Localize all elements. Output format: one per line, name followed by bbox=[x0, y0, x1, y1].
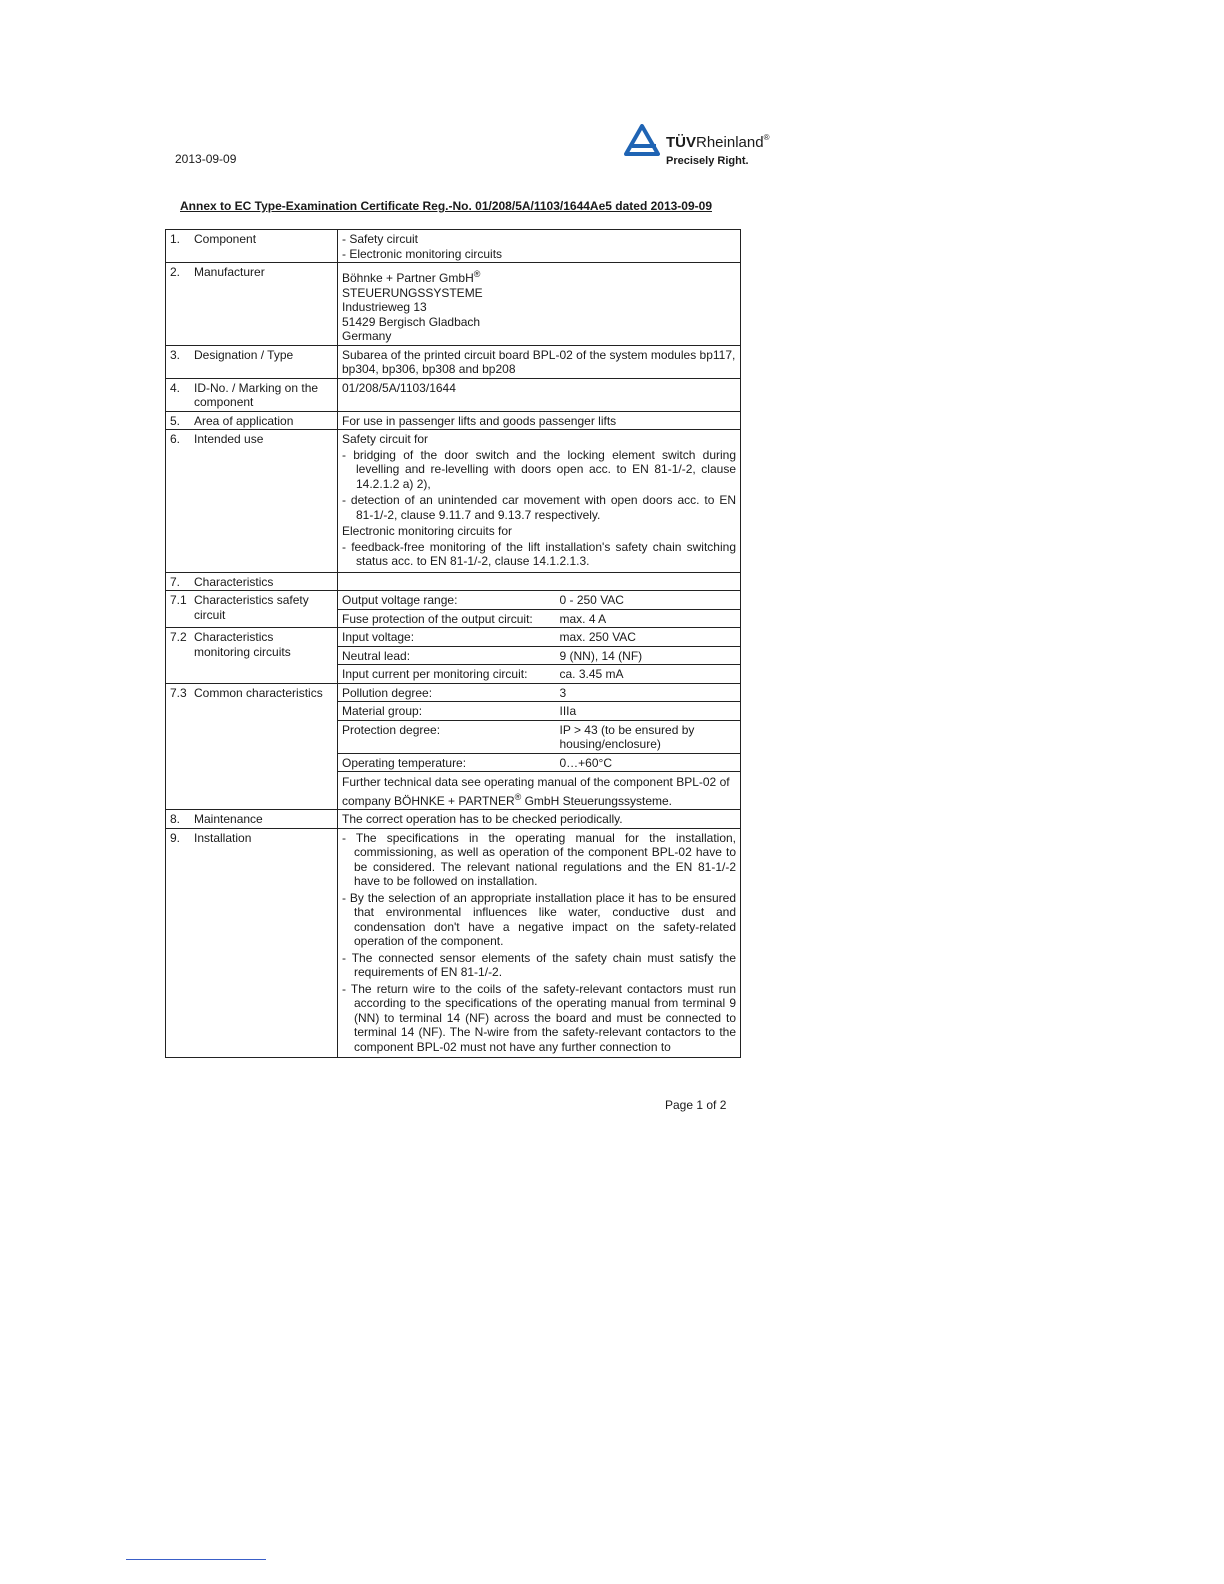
value-line: - Electronic monitoring circuits bbox=[342, 246, 503, 261]
value-line: STEUERUNGSSYSTEME bbox=[342, 285, 483, 300]
row-label bbox=[166, 345, 338, 378]
list-item: - By the selection of an appropriate installation place it has to be ensured that environmental influences like water, conductive dust and condensation don't have a negative impact on the safety-related operation of the component. bbox=[342, 890, 736, 948]
note-text-end: GmbH Steuerungssysteme. bbox=[521, 793, 672, 808]
list-item: - The specifications in the operating manual for the installation, commissioning, as well as operation of the component BPL-02 have to be considered. The relevant national regulations and the EN 81-1/-2 have to be followed on installation. bbox=[342, 830, 736, 888]
row-id-no bbox=[166, 378, 741, 411]
row-label-text: Characteristics bbox=[194, 574, 274, 589]
registered-mark: ® bbox=[473, 269, 481, 279]
spec-key: Input voltage: bbox=[338, 628, 556, 647]
value-line: Germany bbox=[342, 329, 392, 343]
row-number: 6. bbox=[170, 432, 181, 446]
logo-brand bbox=[666, 134, 769, 151]
spec-key: Material group: bbox=[338, 702, 556, 721]
list-item: - detection of an unintended car movement with open doors acc. to EN 81-1/-2, clause 9.11.7 and 9.13.7 respectively. bbox=[342, 493, 736, 522]
row-label-text: Intended use bbox=[194, 432, 264, 446]
row-label bbox=[166, 378, 338, 411]
row-label-text: Common characteristics bbox=[194, 685, 323, 700]
row-number: 7.2 bbox=[170, 630, 187, 644]
row-number: 7.3 bbox=[170, 685, 187, 700]
row-value: 01/208/5A/1103/1644 bbox=[338, 378, 741, 411]
row-label-text: ID-No. / Marking on the component bbox=[194, 380, 319, 409]
row-value: Subarea of the printed circuit board BPL-02 of the system modules bp117, bp304, bp306, bp308 and bp208 bbox=[338, 345, 741, 378]
row-number: 2. bbox=[170, 265, 181, 279]
row-component bbox=[166, 230, 741, 263]
row-number: 1. bbox=[170, 232, 181, 246]
row-installation bbox=[166, 828, 741, 1058]
row-value bbox=[338, 263, 741, 346]
row-value: For use in passenger lifts and goods passenger lifts bbox=[338, 411, 741, 430]
spec-value: 3 bbox=[556, 683, 741, 702]
row-label-text: Characteristics safety circuit bbox=[194, 593, 309, 622]
row-char-monitor bbox=[166, 628, 741, 647]
row-char-common bbox=[166, 683, 741, 702]
tuv-triangle-icon bbox=[624, 124, 660, 158]
logo-registered-mark: ® bbox=[763, 133, 770, 142]
logo-brand-bold: TÜV bbox=[666, 134, 696, 151]
value-line: Industrieweg 13 bbox=[342, 300, 427, 314]
spec-value: 0 - 250 VAC bbox=[556, 591, 741, 610]
list-item: - The return wire to the coils of the safety-relevant contactors must run according to the specifications of the operating manual from terminal 9 (NN) to terminal 14 (NF) across the board and must be connected to terminal 14 (NF). The N-wire from the safety-relevant contactors to the component BPL-02 must not have any further connection to bbox=[342, 981, 736, 1054]
list-item: - feedback-free monitoring of the lift installation's safety chain switching status acc. to EN 81-1/-2, clause 14.1.2.1.3. bbox=[342, 539, 736, 568]
row-label-text: Maintenance bbox=[194, 812, 263, 826]
page-number: Page 1 of 2 bbox=[665, 1098, 727, 1112]
note-text: Further technical data see operating manual of the component BPL-02 of company BÖHNKE + PARTNER bbox=[342, 775, 730, 808]
row-value bbox=[338, 430, 741, 573]
row-label bbox=[166, 810, 338, 829]
row-char-safety bbox=[166, 591, 741, 610]
list-item: - bridging of the door switch and the locking element switch during levelling and re-levelling with doors open acc. to EN 81-1/-2, clause 14.2.1.2 a) 2), bbox=[342, 447, 736, 491]
spec-key: Input current per monitoring circuit: bbox=[338, 665, 556, 684]
document-date: 2013-09-09 bbox=[175, 152, 237, 166]
spec-key: Pollution degree: bbox=[338, 683, 556, 702]
spec-key: Output voltage range: bbox=[338, 591, 556, 610]
row-value bbox=[338, 572, 741, 591]
row-label bbox=[166, 828, 338, 1058]
row-designation bbox=[166, 345, 741, 378]
row-label bbox=[166, 572, 338, 591]
document-title: Annex to EC Type-Examination Certificate Reg.-No. 01/208/5A/1103/1644Ae5 dated 2013-09-09 bbox=[180, 199, 712, 213]
logo-brand-regular: Rheinland bbox=[696, 134, 764, 151]
row-area bbox=[166, 411, 741, 430]
row-value: The correct operation has to be checked periodically. bbox=[338, 810, 741, 829]
row-label bbox=[166, 230, 338, 263]
row-number: 3. bbox=[170, 347, 181, 362]
row-label bbox=[166, 430, 338, 573]
row-value bbox=[338, 828, 741, 1058]
row-number: 8. bbox=[170, 812, 181, 826]
row-number: 5. bbox=[170, 413, 181, 428]
spec-value: 9 (NN), 14 (NF) bbox=[556, 646, 741, 665]
row-label-text: Installation bbox=[194, 830, 252, 845]
row-intended-use bbox=[166, 430, 741, 573]
row-label bbox=[166, 411, 338, 430]
value-line: - Safety circuit bbox=[342, 232, 419, 246]
list-item: - The connected sensor elements of the safety chain must satisfy the requirements of EN 81-1/-2. bbox=[342, 950, 736, 979]
spec-key: Fuse protection of the output circuit: bbox=[338, 609, 556, 628]
spec-value: IP > 43 (to be ensured by housing/enclosure) bbox=[556, 720, 741, 753]
row-label-text: Designation / Type bbox=[194, 347, 294, 362]
footer-line bbox=[126, 1559, 266, 1560]
certificate-table bbox=[165, 229, 741, 1058]
row-number: 9. bbox=[170, 830, 181, 845]
spec-key: Operating temperature: bbox=[338, 753, 556, 772]
value-heading: Safety circuit for bbox=[342, 432, 429, 446]
registered-mark: ® bbox=[514, 791, 522, 802]
row-characteristics bbox=[166, 572, 741, 591]
spec-value: ca. 3.45 mA bbox=[556, 665, 741, 684]
spec-value: max. 4 A bbox=[556, 609, 741, 628]
spec-note bbox=[338, 772, 741, 810]
row-maintenance bbox=[166, 810, 741, 829]
value-heading: Electronic monitoring circuits for bbox=[342, 524, 513, 538]
row-label-text: Area of application bbox=[194, 413, 294, 428]
row-manufacturer bbox=[166, 263, 741, 346]
row-label bbox=[166, 628, 338, 684]
row-label bbox=[166, 263, 338, 346]
tuv-rheinland-logo bbox=[624, 124, 804, 172]
row-number: 7. bbox=[170, 574, 181, 589]
row-number: 4. bbox=[170, 380, 181, 395]
value-line: 51429 Bergisch Gladbach bbox=[342, 314, 481, 329]
row-label-text: Characteristics monitoring circuits bbox=[194, 630, 291, 659]
row-number: 7.1 bbox=[170, 593, 187, 607]
row-label bbox=[166, 591, 338, 628]
manufacturer-name bbox=[342, 267, 736, 286]
row-label-text: Manufacturer bbox=[194, 265, 265, 279]
row-label-text: Component bbox=[194, 232, 257, 246]
spec-key: Neutral lead: bbox=[338, 646, 556, 665]
spec-value: IIIa bbox=[556, 702, 741, 721]
spec-key: Protection degree: bbox=[338, 720, 556, 753]
row-value bbox=[338, 230, 741, 263]
manufacturer-name-text: Böhnke + Partner GmbH bbox=[342, 271, 474, 285]
spec-value: max. 250 VAC bbox=[556, 628, 741, 647]
logo-slogan: Precisely Right. bbox=[666, 155, 749, 167]
spec-value: 0…+60°C bbox=[556, 753, 741, 772]
row-label bbox=[166, 683, 338, 810]
